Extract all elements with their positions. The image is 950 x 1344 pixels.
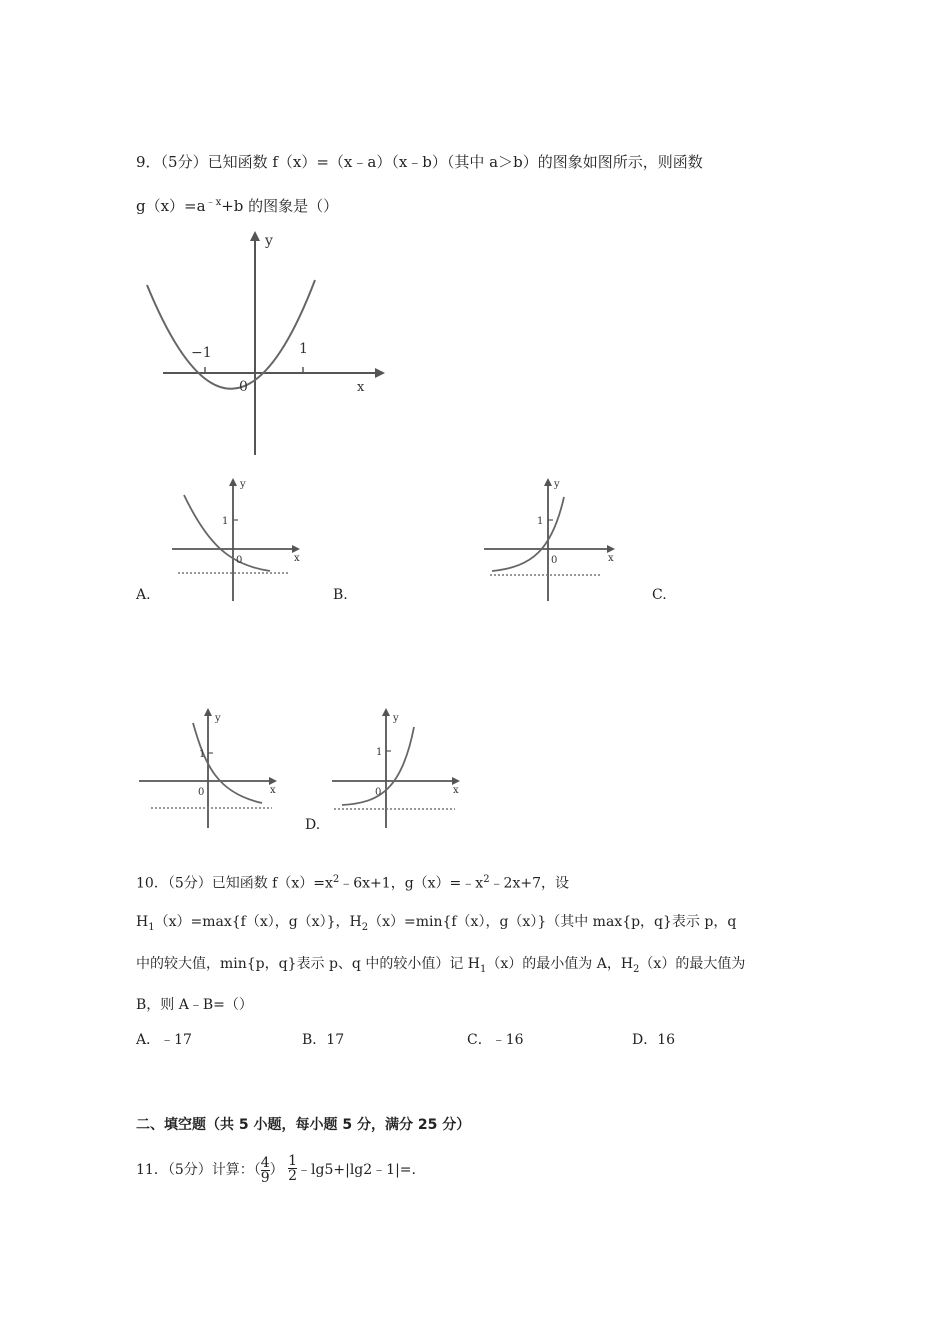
q11-exponent-fraction: $\frac{1}{2}$ (288, 1153, 298, 1184)
q9-stem-line2 (136, 193, 338, 216)
q11-stem: 11．（5分）计算：（ $\frac{4}{9}$ ） $\frac{1}{2}$ ﹣lg5+|lg2﹣1|=. (136, 1153, 416, 1186)
svg-text:y: y (240, 479, 246, 490)
option-c-label[interactable]: C. (652, 587, 667, 603)
svg-text:x: x (294, 553, 300, 564)
q10-choice-b[interactable]: B．17 (302, 1032, 345, 1048)
option-d-label[interactable]: D. (305, 817, 321, 833)
option-b-graph (482, 475, 627, 603)
q10-stem-line3: 中的较大值，min{p，q}表示 p、q 中的较小值）记 $H_1(x)$的最小值为 A，$H_2(x)$的最大值为 (136, 956, 746, 975)
svg-text:x: x (270, 785, 276, 796)
q10-choice-a[interactable]: A．﹣17 (136, 1032, 192, 1048)
option-b-label[interactable]: B. (333, 587, 348, 603)
y-label: y (265, 233, 273, 249)
svg-text:1: 1 (199, 749, 206, 760)
section-title: 二、填空题（共 5 小题，每小题 5 分，满分 25 分） (136, 1117, 471, 1133)
q9-g-def: g（x）=a (136, 197, 206, 215)
svg-text:1: 1 (222, 516, 229, 527)
q9-g-exponent: ﹣x (205, 197, 222, 208)
option-a-label[interactable]: A. (136, 587, 151, 603)
curve (184, 495, 270, 571)
q9-g-def-tail: +b 的图象是（） (221, 197, 339, 215)
svg-text:y: y (554, 479, 560, 490)
svg-text:0: 0 (375, 787, 382, 798)
q10-choice-d[interactable]: D．16 (632, 1032, 676, 1048)
q10-choice-c[interactable]: C．﹣16 (467, 1032, 524, 1048)
q10-stem-line4: B，则 A﹣B=（） (136, 997, 253, 1013)
svg-text:0: 0 (551, 555, 558, 566)
q10-stem-line2: $H_1(x)=\max\{f(x)$，g（x）}，$H_2(x)=\min\{f(x)$，g（x）}（其中 max{p，q}表示 p，q (136, 914, 737, 933)
svg-text:x: x (453, 785, 459, 796)
y-axis-arrow (250, 231, 260, 241)
svg-text:1: 1 (376, 747, 383, 758)
tick-1: 1 (299, 341, 308, 357)
svg-text:1: 1 (537, 516, 544, 527)
option-c-graph (137, 705, 302, 830)
option-d-graph (330, 705, 465, 830)
q11-base-fraction: $\frac{4}{9}$ (260, 1154, 270, 1186)
svg-text:x: x (608, 553, 614, 564)
x-label: x (357, 380, 365, 395)
origin-label: 0 (239, 379, 248, 395)
tick-neg1: −1 (191, 345, 212, 361)
svg-text:y: y (393, 713, 399, 724)
svg-text:0: 0 (198, 787, 205, 798)
option-a-graph (170, 475, 310, 603)
svg-text:0: 0 (236, 555, 243, 566)
svg-text:y: y (215, 713, 221, 724)
q10-stem-line1: 10．（5分）已知函数 $f(x)=x^2﹣6x+1$，$g(x)=﹣x^2﹣2x+7$，设 (136, 874, 570, 892)
q9-stem-line1: 9．（5分）已知函数 f（x）=（x﹣a）（x﹣b）（其中 a＞b）的图象如图所示，则函数 (136, 153, 703, 171)
x-axis-arrow (375, 368, 385, 378)
q9-main-graph (135, 225, 395, 460)
